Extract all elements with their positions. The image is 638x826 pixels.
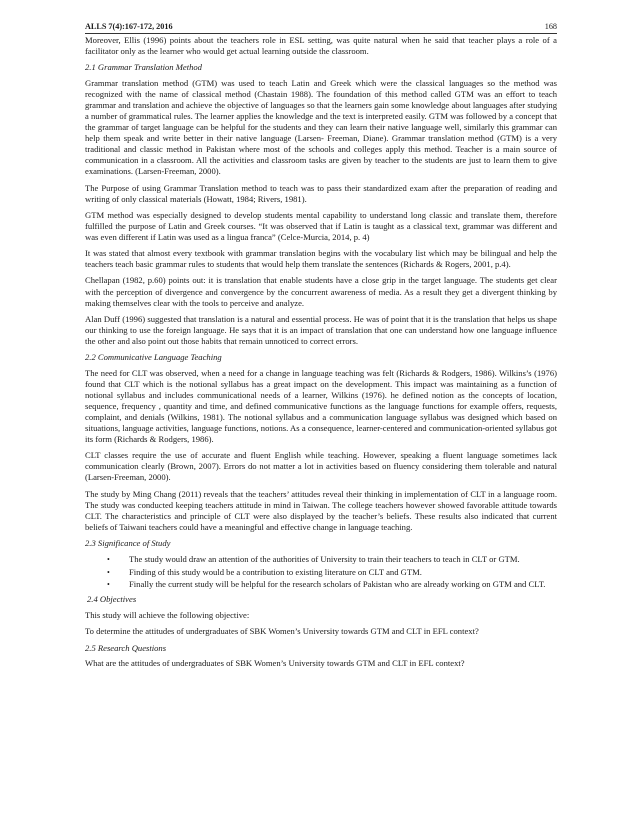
section-heading-objectives: 2.4 Objectives — [87, 594, 137, 605]
section-heading-significance: 2.3 Significance of Study — [85, 538, 171, 549]
document-page — [85, 22, 557, 675]
list-item — [107, 566, 557, 578]
gtm-paragraph-5: Chellapan (1982, p.60) points out: it is translation that enable students have a close grip in the target language. The students get clear with the perception of divergence and convergence by the concurrent awareness of media. As a result they get a divergent thinking by making themselves clear with the tools to perceive and analyze. — [85, 275, 557, 308]
clt-paragraph-2: CLT classes require the use of accurate and fluent English while teaching. However, speaking a fluent language sometimes lack communication clearly (Brown, 2007). Errors do not matter a lot in activities based on fluency considering them tolerable and natural (Larsen-Freeman, 2000). — [85, 450, 557, 483]
list-item-text: Finally the current study will be helpful for the research scholars of Pakistan who are already working on GTM and CLT. — [129, 579, 546, 590]
section-heading-clt: 2.2 Communicative Language Teaching — [85, 352, 222, 363]
questions-paragraph-1: What are the attitudes of undergraduates of SBK Women’s University towards GTM and CLT in EFL context? — [85, 658, 465, 669]
header-rule — [85, 33, 557, 34]
significance-list — [85, 554, 557, 591]
objectives-paragraph-2: To determine the attitudes of undergraduates of SBK Women’s University towards GTM and CLT in EFL context? — [85, 626, 479, 637]
gtm-paragraph-6: Alan Duff (1996) suggested that translation is a natural and essential process. He was of point that it is the translation that helps us shape our thinking to use the foreign language. He says that it is an impact of translation that one can understand how one language influence the other and also point out those habits that remain unnoticed to correct errors. — [85, 313, 557, 346]
gtm-paragraph-3: GTM method was especially designed to develop students mental capability to understand long classic and translate them, therefore fulfilled the purpose of Latin and Greek courses. “It was observed that if Latin is taught as a classical text, grammar was different and was even different if Latin was used as a lingua franca” (Celce-Murcia, 2014, p. 4) — [85, 209, 557, 242]
clt-paragraph-1: The need for CLT was observed, when a need for a change in language teaching was felt (Richards & Rodgers, 1986). Wilkins’s (1976) found that CLT which is the notional syllabus has a great impact on the development. This impact was maintaining as a function of notional syllabus and includes communicational needs of a learner, Wilkins (1976). he defined notion as the concepts of location, sequence, frequency , quantity and time, and defined communicative functions as the language functions for example offers, requests, complaint, and denials (Wilkins, 1981). The notional syllabus and a communication language syllabus was designed which based on situations, language activities, language functions, notions. As a consequence, learner-centered and communication-oriented syllabus got its form (Richards & Rodgers, 1986). — [85, 367, 557, 445]
section-heading-questions: 2.5 Research Questions — [85, 642, 167, 653]
intro-paragraph: Moreover, Ellis (1996) points about the teachers role in ESL setting, was quite natural when he said that teacher plays a role of a facilitator only as the learner who would get actual learning outside the classroom. — [85, 35, 557, 57]
list-item — [107, 579, 557, 590]
gtm-paragraph-4: It was stated that almost every textbook with grammar translation begins with the vocabulary list which may be bilingual and help the teachers teach basic grammar rules to students that would help them translate the sentences (Richards & Rogers, 2001, p.4). — [85, 248, 557, 270]
bullet-icon: • — [107, 580, 110, 590]
page-header — [85, 22, 557, 33]
objectives-paragraph-1: This study will achieve the following objective: — [85, 610, 250, 621]
list-item-text: Finding of this study would be a contribution to existing literature on CLT and GTM. — [129, 566, 422, 577]
list-item — [107, 553, 557, 565]
journal-citation: ALLS 7(4):167-172, 2016 — [85, 22, 173, 31]
gtm-paragraph-2: The Purpose of using Grammar Translation method to teach was to pass their standardized exam after the preparation of reading and writing of only classical materials (Howatt, 1984; Rivers, 1981). — [85, 182, 557, 204]
page-number: 168 — [544, 22, 557, 31]
gtm-paragraph-1: Grammar translation method (GTM) was used to teach Latin and Greek which were the classical languages so the method was recognized with the name of classical method (Chastain 1988). The foundation of this method called GTM was an effort to teach grammar and translation and achieve the objective of languages so that the learners gain some knowledge about languages after studying a number of grammatical rules. The learner applies the knowledge and the text is interpreted easily. GTM was followed by a concept that the grammar of target language can be helpful for the students and they can learn their native language well, similarly this grammar can help them speak and write better in their native language (Larsen- Freeman, Diane). Grammar translation method (GTM) is a very traditional and classic method in Pakistan where most of the schools and colleges apply this method. Teacher is a main source of communication in a classroom. All the activities and classroom tasks are given by teacher to the students are just to learn them to give examinations. (Larsen-Freeman, 2000). — [85, 77, 557, 177]
bullet-icon: • — [107, 554, 110, 564]
clt-paragraph-3: The study by Ming Chang (2011) reveals that the teachers’ attitudes reveal their thinking in implementation of CLT in a language room. The study was conducted keeping teachers attitude in mind in Taiwan. The college teachers however showed favorable attitude towards CLT. The characteristics and principle of CLT were also displayed by the teacher’s beliefs. These results also indicated that current beliefs of Taiwani teachers could have a meaningful and effective change in language teaching. — [85, 488, 557, 532]
section-heading-gtm: 2.1 Grammar Translation Method — [85, 62, 202, 73]
bullet-icon: • — [107, 567, 110, 577]
list-item-text: The study would draw an attention of the authorities of University to train their teachers to teach in CLT or GTM. — [129, 553, 520, 564]
